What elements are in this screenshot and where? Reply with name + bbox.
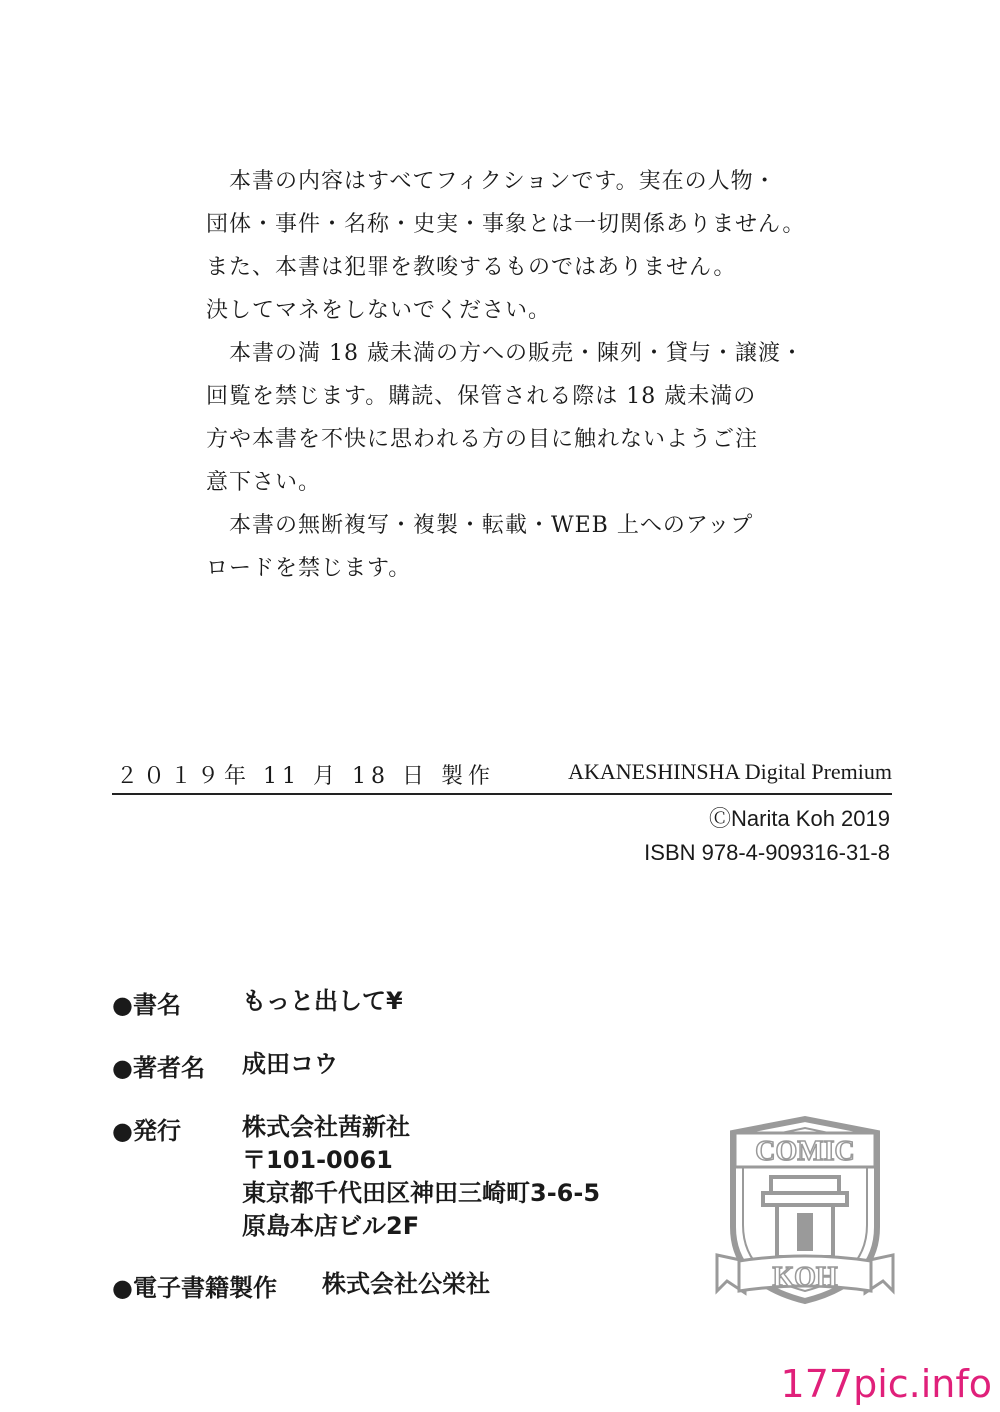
title-label: ●書名 xyxy=(112,991,181,1019)
notice-line: 本書の無断複写・複製・転載・WEB 上へのアップ xyxy=(206,513,754,538)
notice-line: 決してマネをしないでください。 xyxy=(206,298,552,323)
publisher-name: 株式会社茜新社 xyxy=(242,1113,410,1141)
publisher-label: ●発行 xyxy=(112,1117,181,1145)
publisher-address: 東京都千代田区神田三崎町3-6-5 xyxy=(242,1179,601,1207)
publisher-value xyxy=(242,1111,600,1243)
publisher-building: 原島本店ビル2F xyxy=(242,1212,420,1240)
author-label: ●著者名 xyxy=(112,1054,205,1082)
logo-bottom-text: KOH xyxy=(772,1262,838,1293)
publisher-postal-code: 〒101-0061 xyxy=(242,1146,393,1174)
notice-line: 本書の内容はすべてフィクションです。実在の人物・ xyxy=(206,169,777,194)
notice-line: 方や本書を不快に思われる方の目に触れないようご注 xyxy=(206,427,759,452)
isbn-text: ISBN 978-4-909316-31-8 xyxy=(644,840,890,865)
notice-line: また、本書は犯罪を教唆するものではありません。 xyxy=(206,255,737,280)
author-value: 成田コウ xyxy=(242,1050,338,1078)
notice-line: 回覧を禁じます。購読、保管される際は 18 歳未満の xyxy=(206,384,757,409)
ebook-label: ●電子書籍製作 xyxy=(112,1274,277,1302)
notice-line: 本書の満 18 歳未満の方への販売・陳列・貸与・譲渡・ xyxy=(206,341,804,366)
notice-line: 意下さい。 xyxy=(206,470,322,495)
comic-koh-logo xyxy=(715,1115,895,1305)
ebook-value: 株式会社公栄社 xyxy=(322,1270,490,1298)
title-value: もっと出して¥ xyxy=(242,987,403,1015)
copyright-text: ⒸNarita Koh 2019 xyxy=(709,806,890,831)
rights-block xyxy=(644,802,890,870)
notice-line: ロードを禁じます。 xyxy=(206,556,412,581)
production-date: ２０１９年 11 月 18 日 製作 xyxy=(116,764,495,789)
imprint-name: AKANESHINSHA Digital Premium xyxy=(568,759,892,784)
watermark-text: 177pic.info xyxy=(780,1362,992,1406)
notice-line: 団体・事件・名称・史実・事象とは一切関係ありません。 xyxy=(206,212,806,237)
colophon-bar xyxy=(112,755,892,795)
legal-notice xyxy=(206,160,846,590)
logo-top-text: COMIC xyxy=(755,1136,855,1167)
